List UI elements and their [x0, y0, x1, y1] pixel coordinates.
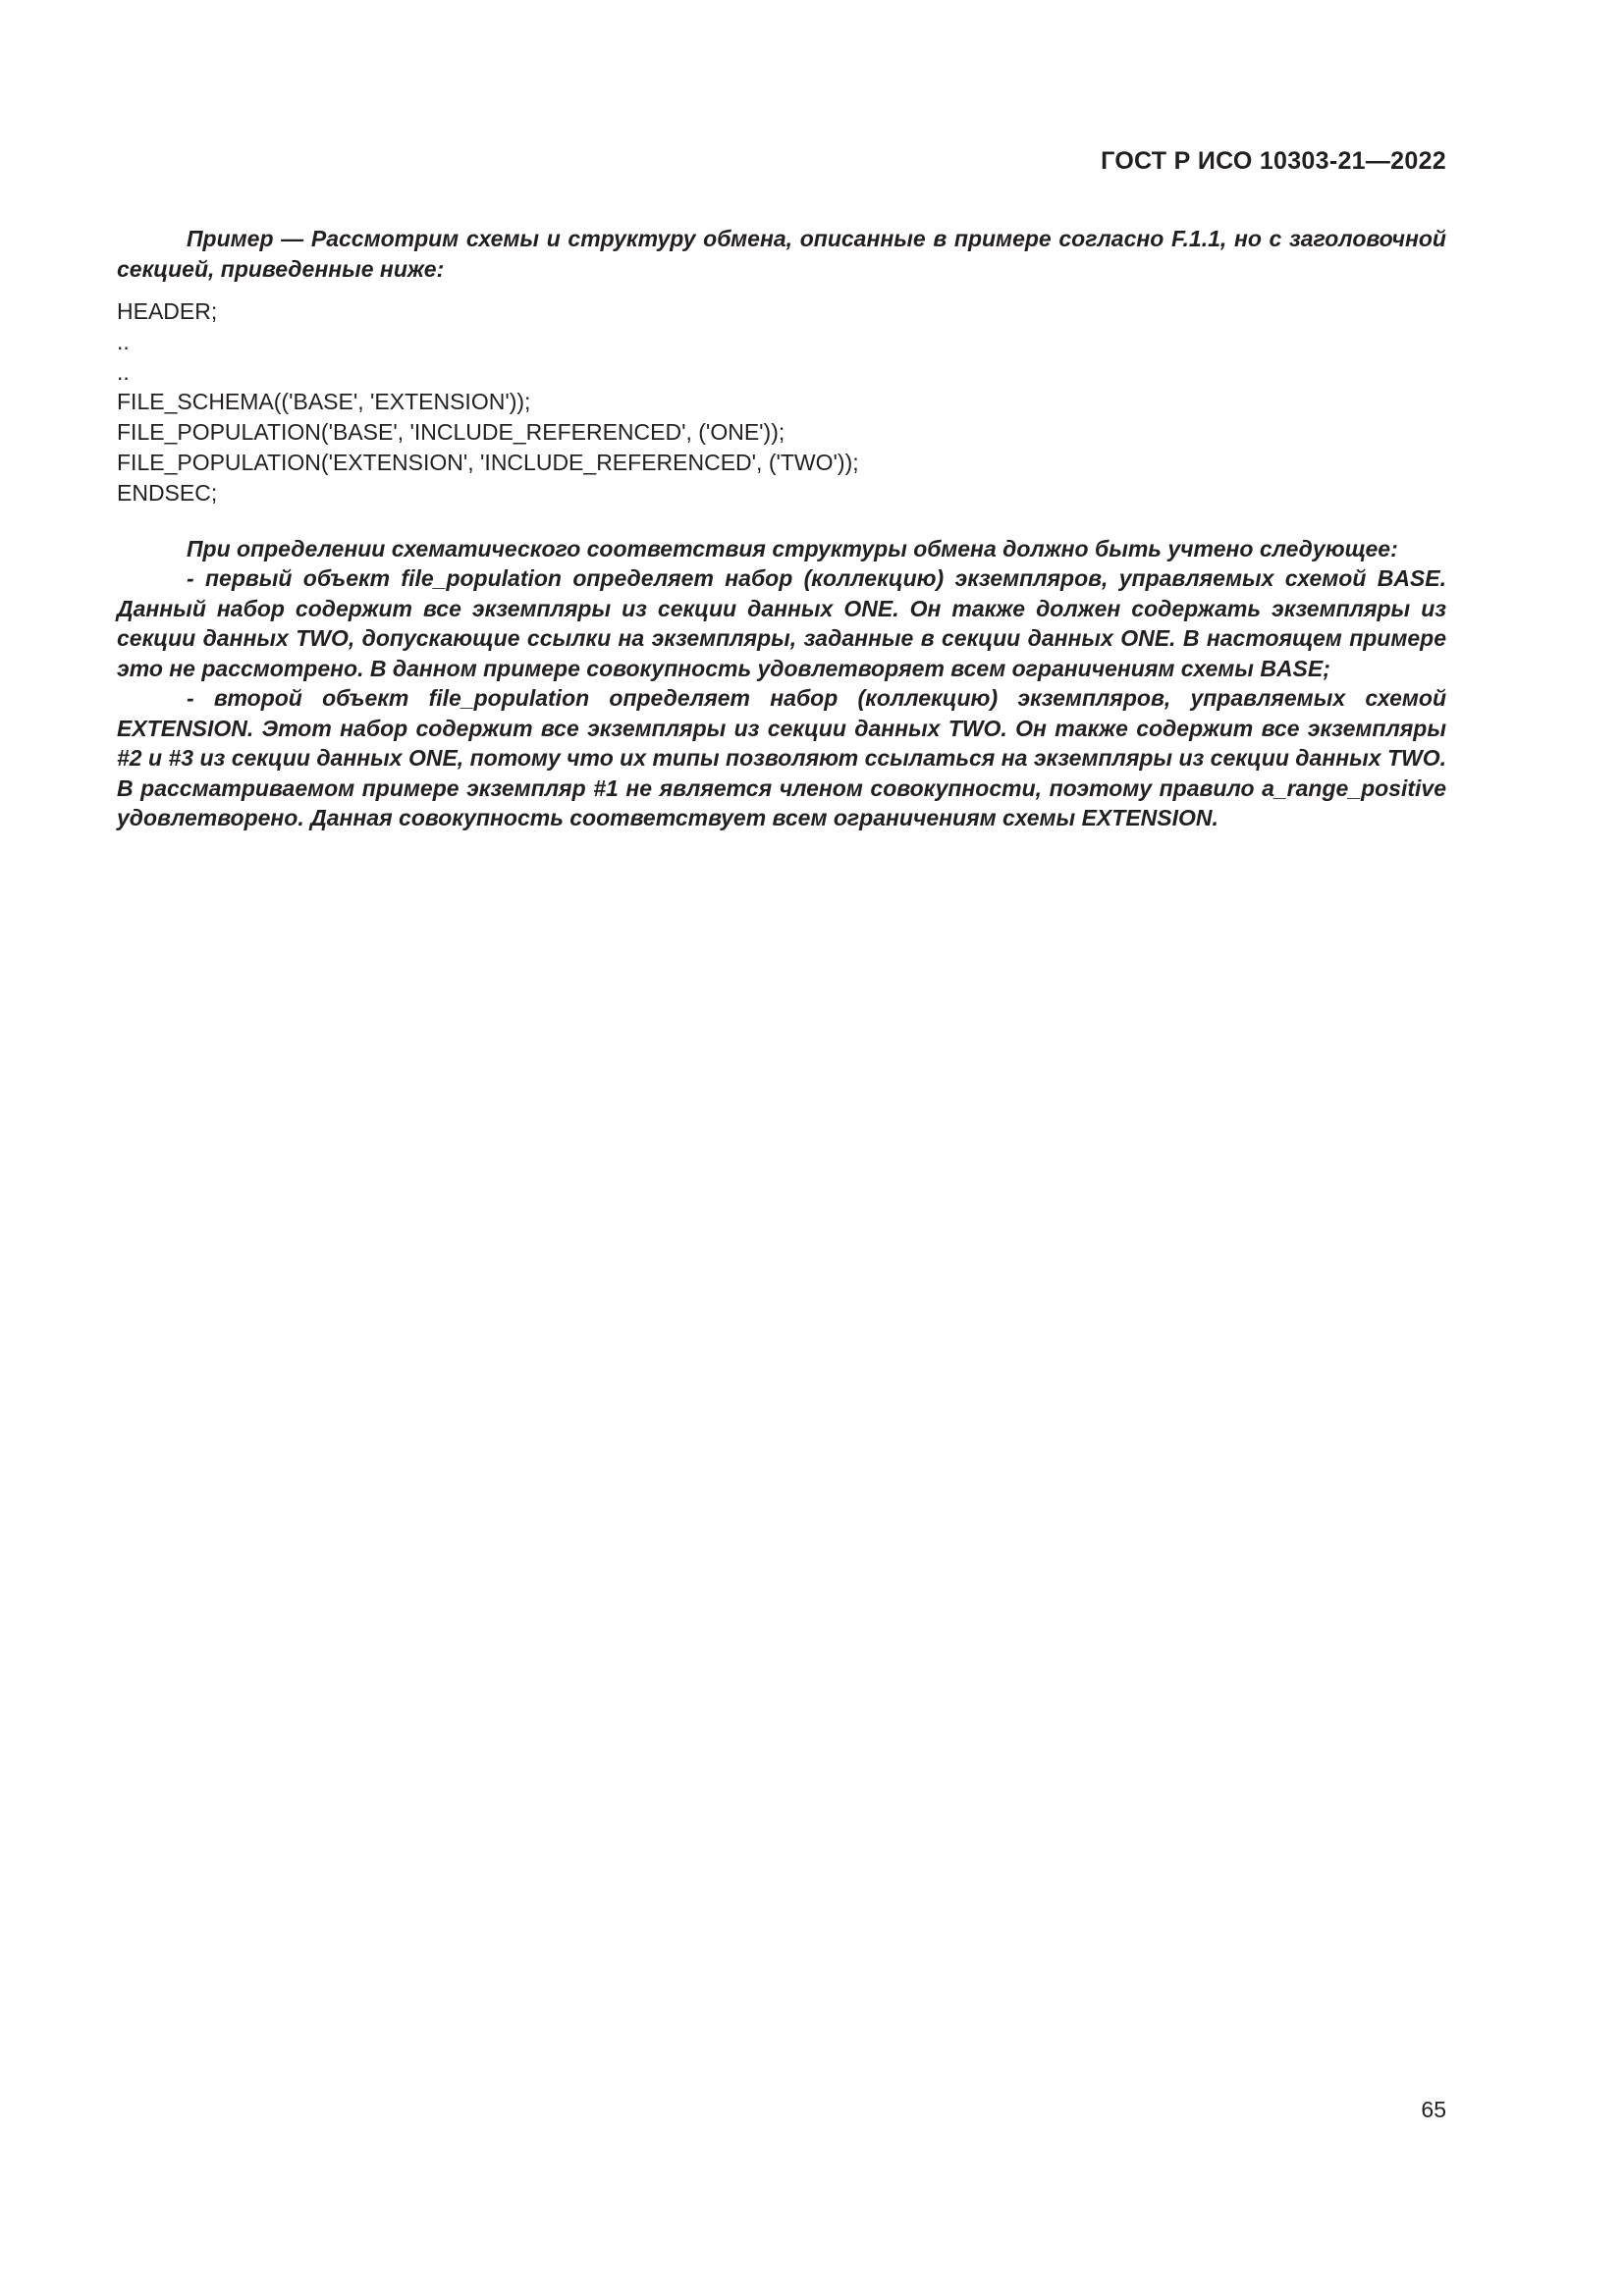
example-paragraph: Пример — Рассмотрим схемы и структуру обмена, описанные в примере согласно F.1.1, но с заголовочной секцией, приведенные ниже:	[117, 226, 1446, 282]
code-line: FILE_POPULATION('BASE', 'INCLUDE_REFERENCED', ('ONE'));	[117, 419, 785, 446]
conformance-notes	[117, 534, 1446, 833]
page-content	[117, 224, 1446, 833]
code-line: FILE_SCHEMA(('BASE', 'EXTENSION'));	[117, 389, 531, 415]
note-item: - второй объект file_population определяет набор (коллекцию) экземпляров, управляемых схемой EXTENSION. Этот набор содержит все экземпляры из секции данных TWO. Он также содержит все экземпляры #2 и #3 из секции данных ONE, потому что их типы позволяют ссылаться на экземпляры из секции данных TWO. В рассматриваемом примере экземпляр #1 не является членом совокупности, поэтому правило a_range_positive удовлетворено. Данная совокупность соответствует всем ограничениям схемы EXTENSION.	[117, 685, 1446, 831]
code-line: ..	[117, 358, 130, 385]
notes-intro: При определении схематического соответствия структуры обмена должно быть учтено следующее:	[187, 535, 1398, 561]
code-line: HEADER;	[117, 298, 218, 324]
code-line: ENDSEC;	[117, 479, 218, 506]
code-line: FILE_POPULATION('EXTENSION', 'INCLUDE_REFERENCED', ('TWO'));	[117, 449, 859, 475]
code-listing	[117, 296, 1446, 508]
note-item: - первый объект file_population определяет набор (коллекцию) экземпляров, управляемых схемой BASE. Данный набор содержит все экземпляры из секции данных ONE. Он также должен содержать экземпляры из секции данных TWO, допускающие ссылки на экземпляры, заданные в секции данных ONE. В настоящем примере это не рассмотрено. В данном примере совокупность удовлетворяет всем ограничениям схемы BASE;	[117, 565, 1446, 681]
page-number: 65	[1421, 2097, 1446, 2122]
code-line: ..	[117, 328, 130, 354]
standard-designation: ГОСТ Р ИСО 10303-21—2022	[1101, 147, 1446, 175]
